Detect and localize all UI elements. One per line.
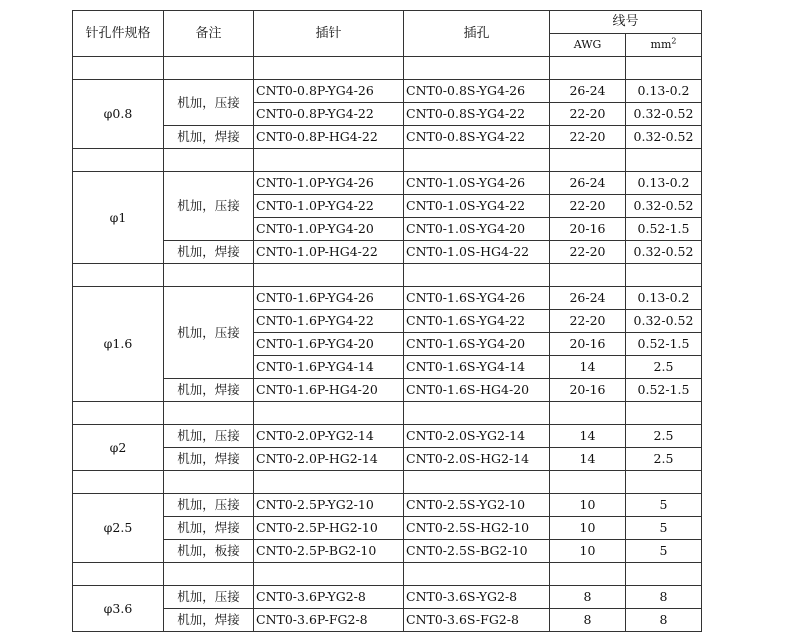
empty-cell [164, 402, 254, 425]
pin-cell: CNT0-2.5P-HG2-10 [254, 517, 404, 540]
empty-cell [73, 563, 164, 586]
mm2-cell: 0.52-1.5 [626, 379, 702, 402]
note-cell: 机加，压接 [164, 586, 254, 609]
socket-cell: CNT0-1.0S-YG4-26 [404, 172, 550, 195]
empty-cell [164, 471, 254, 494]
empty-cell [164, 149, 254, 172]
socket-cell: CNT0-2.5S-YG2-10 [404, 494, 550, 517]
empty-cell [550, 57, 626, 80]
mm2-cell: 2.5 [626, 448, 702, 471]
empty-cell [164, 57, 254, 80]
mm2-cell: 0.32-0.52 [626, 241, 702, 264]
empty-cell [254, 57, 404, 80]
socket-cell: CNT0-2.0S-YG2-14 [404, 425, 550, 448]
empty-cell [404, 57, 550, 80]
spec-cell: φ3.6 [73, 586, 164, 632]
note-cell: 机加，压接 [164, 425, 254, 448]
socket-cell: CNT0-2.5S-HG2-10 [404, 517, 550, 540]
empty-cell [626, 264, 702, 287]
awg-cell: 26-24 [550, 172, 626, 195]
awg-cell: 10 [550, 494, 626, 517]
pin-cell: CNT0-2.0P-YG2-14 [254, 425, 404, 448]
mm2-cell: 8 [626, 609, 702, 632]
note-cell: 机加，板接 [164, 540, 254, 563]
awg-cell: 20-16 [550, 218, 626, 241]
table-row [73, 80, 702, 103]
empty-cell [254, 471, 404, 494]
awg-cell: 26-24 [550, 287, 626, 310]
table-row [73, 425, 702, 448]
socket-cell: CNT0-0.8S-YG4-22 [404, 103, 550, 126]
empty-cell [550, 471, 626, 494]
socket-cell: CNT0-3.6S-YG2-8 [404, 586, 550, 609]
awg-cell: 22-20 [550, 310, 626, 333]
header-pin: 插针 [254, 11, 404, 57]
note-cell: 机加，焊接 [164, 241, 254, 264]
empty-cell [626, 402, 702, 425]
awg-cell: 22-20 [550, 195, 626, 218]
mm2-cell: 0.13-0.2 [626, 287, 702, 310]
note-cell: 机加，焊接 [164, 126, 254, 149]
note-cell: 机加，压接 [164, 172, 254, 241]
pin-cell: CNT0-1.0P-YG4-22 [254, 195, 404, 218]
socket-cell: CNT0-3.6S-FG2-8 [404, 609, 550, 632]
socket-cell: CNT0-0.8S-YG4-26 [404, 80, 550, 103]
pin-cell: CNT0-2.0P-HG2-14 [254, 448, 404, 471]
awg-cell: 14 [550, 425, 626, 448]
empty-cell [254, 402, 404, 425]
header-wire: 线号 [550, 11, 702, 34]
awg-cell: 8 [550, 586, 626, 609]
socket-cell: CNT0-1.6S-YG4-14 [404, 356, 550, 379]
socket-cell: CNT0-1.0S-YG4-22 [404, 195, 550, 218]
header-spec: 针孔件规格 [73, 11, 164, 57]
awg-cell: 22-20 [550, 241, 626, 264]
spec-cell: φ1.6 [73, 287, 164, 402]
empty-cell [164, 264, 254, 287]
note-cell: 机加，压接 [164, 80, 254, 126]
awg-cell: 10 [550, 517, 626, 540]
empty-cell [404, 402, 550, 425]
empty-cell [73, 471, 164, 494]
pin-cell: CNT0-1.6P-HG4-20 [254, 379, 404, 402]
spec-cell: φ0.8 [73, 80, 164, 149]
empty-cell [164, 563, 254, 586]
mm2-cell: 0.32-0.52 [626, 195, 702, 218]
spec-cell: φ1 [73, 172, 164, 264]
empty-cell [254, 149, 404, 172]
awg-cell: 14 [550, 356, 626, 379]
empty-cell [626, 563, 702, 586]
group-separator-row [73, 149, 702, 172]
empty-cell [73, 402, 164, 425]
group-separator-row [73, 57, 702, 80]
pin-cell: CNT0-0.8P-YG4-26 [254, 80, 404, 103]
pin-cell: CNT0-2.5P-BG2-10 [254, 540, 404, 563]
mm2-cell: 0.32-0.52 [626, 126, 702, 149]
awg-cell: 20-16 [550, 379, 626, 402]
table-row [73, 540, 702, 563]
table-row [73, 241, 702, 264]
table-row [73, 586, 702, 609]
pin-cell: CNT0-0.8P-HG4-22 [254, 126, 404, 149]
awg-cell: 10 [550, 540, 626, 563]
empty-cell [254, 563, 404, 586]
mm2-cell: 2.5 [626, 356, 702, 379]
socket-cell: CNT0-1.6S-YG4-20 [404, 333, 550, 356]
mm2-cell: 5 [626, 540, 702, 563]
header-mm2: $mm^2$ [626, 34, 702, 57]
mm2-cell: 5 [626, 517, 702, 540]
mm2-cell: 0.13-0.2 [626, 80, 702, 103]
empty-cell [626, 57, 702, 80]
mm2-cell: 0.32-0.52 [626, 310, 702, 333]
mm2-cell: 0.32-0.52 [626, 103, 702, 126]
empty-cell [73, 57, 164, 80]
table-row [73, 172, 702, 195]
awg-cell: 22-20 [550, 126, 626, 149]
mm2-cell: 0.52-1.5 [626, 218, 702, 241]
note-cell: 机加，压接 [164, 494, 254, 517]
empty-cell [550, 264, 626, 287]
empty-cell [73, 264, 164, 287]
pin-cell: CNT0-1.0P-YG4-26 [254, 172, 404, 195]
empty-cell [404, 563, 550, 586]
note-cell: 机加，焊接 [164, 517, 254, 540]
awg-cell: 26-24 [550, 80, 626, 103]
header-awg: AWG [550, 34, 626, 57]
table-row [73, 494, 702, 517]
empty-cell [550, 149, 626, 172]
header-socket: 插孔 [404, 11, 550, 57]
empty-cell [404, 264, 550, 287]
pin-cell: CNT0-1.0P-HG4-22 [254, 241, 404, 264]
empty-cell [404, 149, 550, 172]
empty-cell [550, 563, 626, 586]
spec-cell: φ2.5 [73, 494, 164, 563]
note-cell: 机加，焊接 [164, 379, 254, 402]
awg-cell: 14 [550, 448, 626, 471]
table-row [73, 126, 702, 149]
table-row [73, 287, 702, 310]
awg-cell: 22-20 [550, 103, 626, 126]
socket-cell: CNT0-2.0S-HG2-14 [404, 448, 550, 471]
table-row [73, 448, 702, 471]
pin-socket-spec-table [72, 10, 702, 632]
socket-cell: CNT0-0.8S-YG4-22 [404, 126, 550, 149]
pin-cell: CNT0-2.5P-YG2-10 [254, 494, 404, 517]
awg-cell: 8 [550, 609, 626, 632]
group-separator-row [73, 563, 702, 586]
socket-cell: CNT0-1.6S-HG4-20 [404, 379, 550, 402]
mm2-cell: 0.52-1.5 [626, 333, 702, 356]
group-separator-row [73, 402, 702, 425]
note-cell: 机加，压接 [164, 287, 254, 379]
empty-cell [550, 402, 626, 425]
pin-cell: CNT0-1.6P-YG4-26 [254, 287, 404, 310]
pin-cell: CNT0-3.6P-YG2-8 [254, 586, 404, 609]
pin-cell: CNT0-3.6P-FG2-8 [254, 609, 404, 632]
empty-cell [73, 149, 164, 172]
note-cell: 机加，焊接 [164, 448, 254, 471]
socket-cell: CNT0-2.5S-BG2-10 [404, 540, 550, 563]
mm2-cell: 8 [626, 586, 702, 609]
table-row [73, 517, 702, 540]
awg-cell: 20-16 [550, 333, 626, 356]
mm2-cell: 0.13-0.2 [626, 172, 702, 195]
socket-cell: CNT0-1.6S-YG4-22 [404, 310, 550, 333]
empty-cell [254, 264, 404, 287]
spec-table-container [72, 10, 702, 632]
spec-cell: φ2 [73, 425, 164, 471]
empty-cell [404, 471, 550, 494]
table-row [73, 609, 702, 632]
header-note: 备注 [164, 11, 254, 57]
pin-cell: CNT0-0.8P-YG4-22 [254, 103, 404, 126]
group-separator-row [73, 471, 702, 494]
mm2-cell: 5 [626, 494, 702, 517]
empty-cell [626, 471, 702, 494]
note-cell: 机加，焊接 [164, 609, 254, 632]
empty-cell [626, 149, 702, 172]
mm2-cell: 2.5 [626, 425, 702, 448]
socket-cell: CNT0-1.6S-YG4-26 [404, 287, 550, 310]
pin-cell: CNT0-1.6P-YG4-20 [254, 333, 404, 356]
socket-cell: CNT0-1.0S-YG4-20 [404, 218, 550, 241]
pin-cell: CNT0-1.0P-YG4-20 [254, 218, 404, 241]
pin-cell: CNT0-1.6P-YG4-22 [254, 310, 404, 333]
group-separator-row [73, 264, 702, 287]
table-body [73, 57, 702, 632]
pin-cell: CNT0-1.6P-YG4-14 [254, 356, 404, 379]
socket-cell: CNT0-1.0S-HG4-22 [404, 241, 550, 264]
table-row [73, 379, 702, 402]
